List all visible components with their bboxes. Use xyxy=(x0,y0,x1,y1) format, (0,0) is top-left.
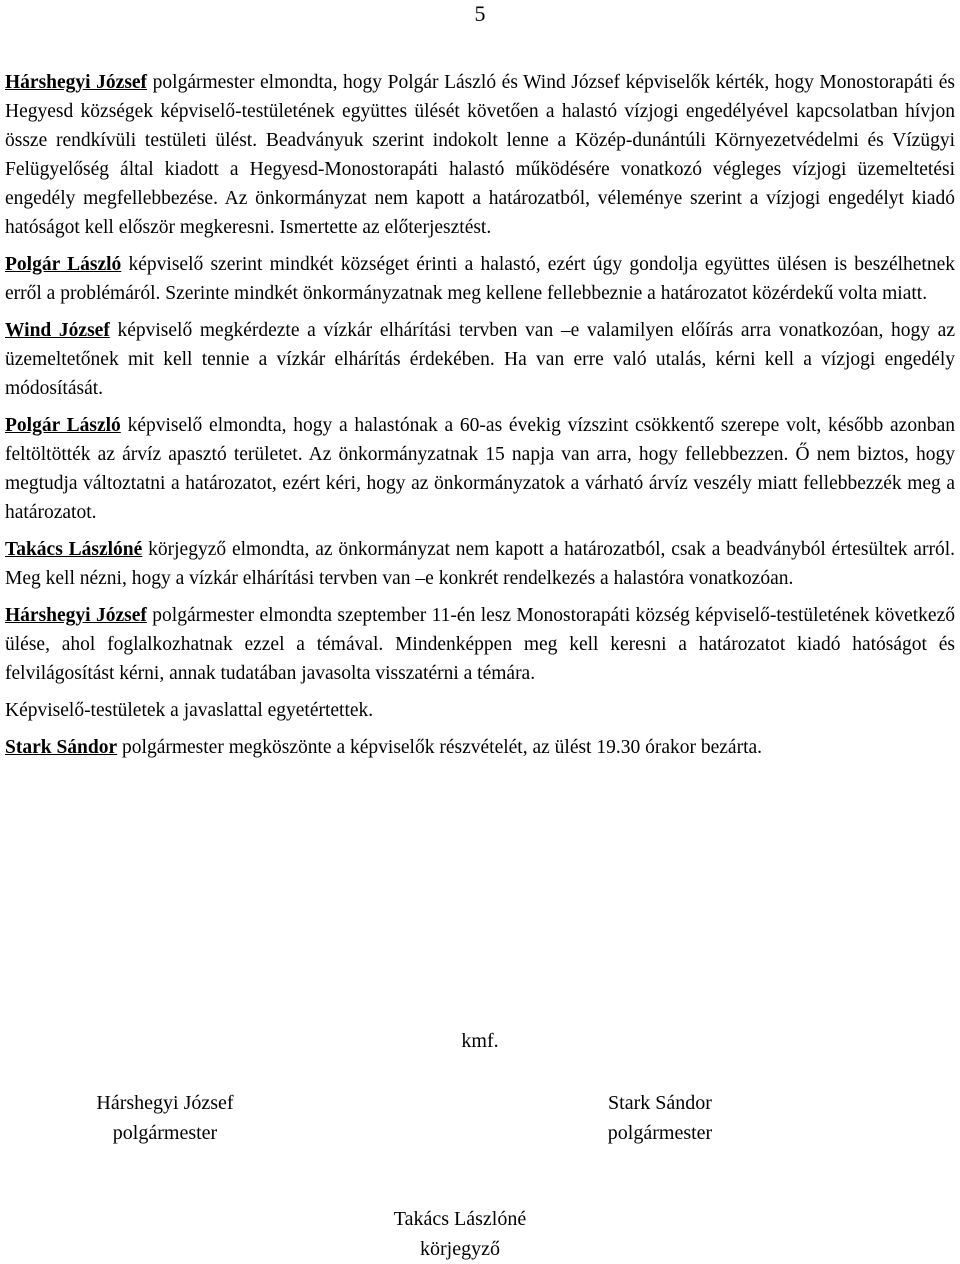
paragraph-takacs xyxy=(5,535,955,593)
paragraph-text: képviselő megkérdezte a vízkár elhárítási tervben van –e valamilyen előírás arra vonatkozóan, hogy az üzemeltetőnek mit kell tennie a vízkár elhárítás érdekében. Ha van erre való utalás, kérni kell a vízjogi engedély módosítását. xyxy=(5,320,955,399)
paragraph-harshegyi-1 xyxy=(5,68,955,242)
signature-name: Hárshegyi József xyxy=(96,1092,234,1114)
signature-name: Takács Lászlóné xyxy=(393,1208,527,1230)
signature-title: polgármester xyxy=(112,1122,218,1144)
speaker-name: Polgár László xyxy=(5,415,121,436)
paragraph-text: körjegyző elmondta, az önkormányzat nem kapott a határozatból, csak a beadványból értesültek arról. Meg kell nézni, hogy a vízkár elhárítási tervben van –e konkrét rendelkezés a halastóra vonatkozóan. xyxy=(5,539,955,589)
speaker-name: Hárshegyi József xyxy=(5,605,147,626)
paragraph-harshegyi-2 xyxy=(5,601,955,688)
paragraph-wind xyxy=(5,316,955,403)
page-number: 5 xyxy=(474,1,486,26)
speaker-name: Polgár László xyxy=(5,254,122,275)
minutes-body xyxy=(5,68,955,762)
paragraph-agreement xyxy=(5,696,955,725)
speaker-name: Wind József xyxy=(5,320,110,341)
signature-title: körjegyző xyxy=(420,1238,500,1260)
paragraph-stark xyxy=(5,733,955,762)
signature-stark xyxy=(550,1088,770,1148)
kmf-label: kmf. xyxy=(461,1030,499,1052)
paragraph-text: képviselő elmondta, hogy a halastónak a 60-as évekig vízszint csökkentő szerepe volt, később azonban feltöltötték az árvíz apasztó területet. Az önkormányzatnak 15 napja van arra, hogy fellebbezzen. Ő nem biztos, hogy megtudja változtatni a határozatot, ezért kéri, hogy az önkormányzatok a várható árvíz veszély miatt fellebbezzék meg a határozatot. xyxy=(5,415,955,523)
paragraph-text: polgármester elmondta szeptember 11-én lesz Monostorapáti község képviselő-testületének következő ülése, ahol foglalkozhatnak ezzel a témával. Mindenképpen meg kell keresni a határozatot kiadó hatóságot és felvilágosítást kérni, annak tudatában javasolta visszatérni a témára. xyxy=(5,605,955,684)
paragraph-text: polgármester megköszönte a képviselők részvételét, az ülést 19.30 órakor bezárta. xyxy=(117,737,763,758)
paragraph-text: képviselő szerint mindkét községet érinti a halastó, ezért úgy gondolja együttes ülésen is beszélhetnek erről a problémáról. Szerinte mindkét önkormányzatnak meg kellene fellebbeznie a határozatot közérdekű volta miatt. xyxy=(5,254,955,304)
paragraph-text: polgármester elmondta, hogy Polgár László és Wind József képviselők kérték, hogy Monostorapáti és Hegyesd községek képviselő-testületének együttes ülését követően a halastó vízjogi engedélyével kapcsolatban hívjon össze rendkívüli testületi ülést. Beadványuk szerint indokolt lenne a Közép-dunántúli Környezetvédelmi és Vízügyi Felügyelőség által kiadott a Hegyesd-Monostorapáti halastó működésére vonatkozó végleges vízjogi üzemeltetési engedély megfellebbezése. Az önkormányzat nem kapott a határozatból, véleménye szerint a vízjogi engedélyt kiadó hatóságot kell először megkeresni. Ismertette az előterjesztést. xyxy=(5,72,955,238)
paragraph-polgar-1 xyxy=(5,250,955,308)
signature-title: polgármester xyxy=(607,1122,713,1144)
speaker-name: Stark Sándor xyxy=(5,737,118,758)
signature-name: Stark Sándor xyxy=(608,1092,712,1114)
paragraph-polgar-2 xyxy=(5,411,955,527)
speaker-name: Hárshegyi József xyxy=(5,72,148,93)
signature-harshegyi xyxy=(50,1088,280,1148)
paragraph-text: Képviselő-testületek a javaslattal egyetértettek. xyxy=(5,700,374,721)
speaker-name: Takács Lászlóné xyxy=(5,539,143,560)
signature-takacs xyxy=(345,1204,575,1264)
